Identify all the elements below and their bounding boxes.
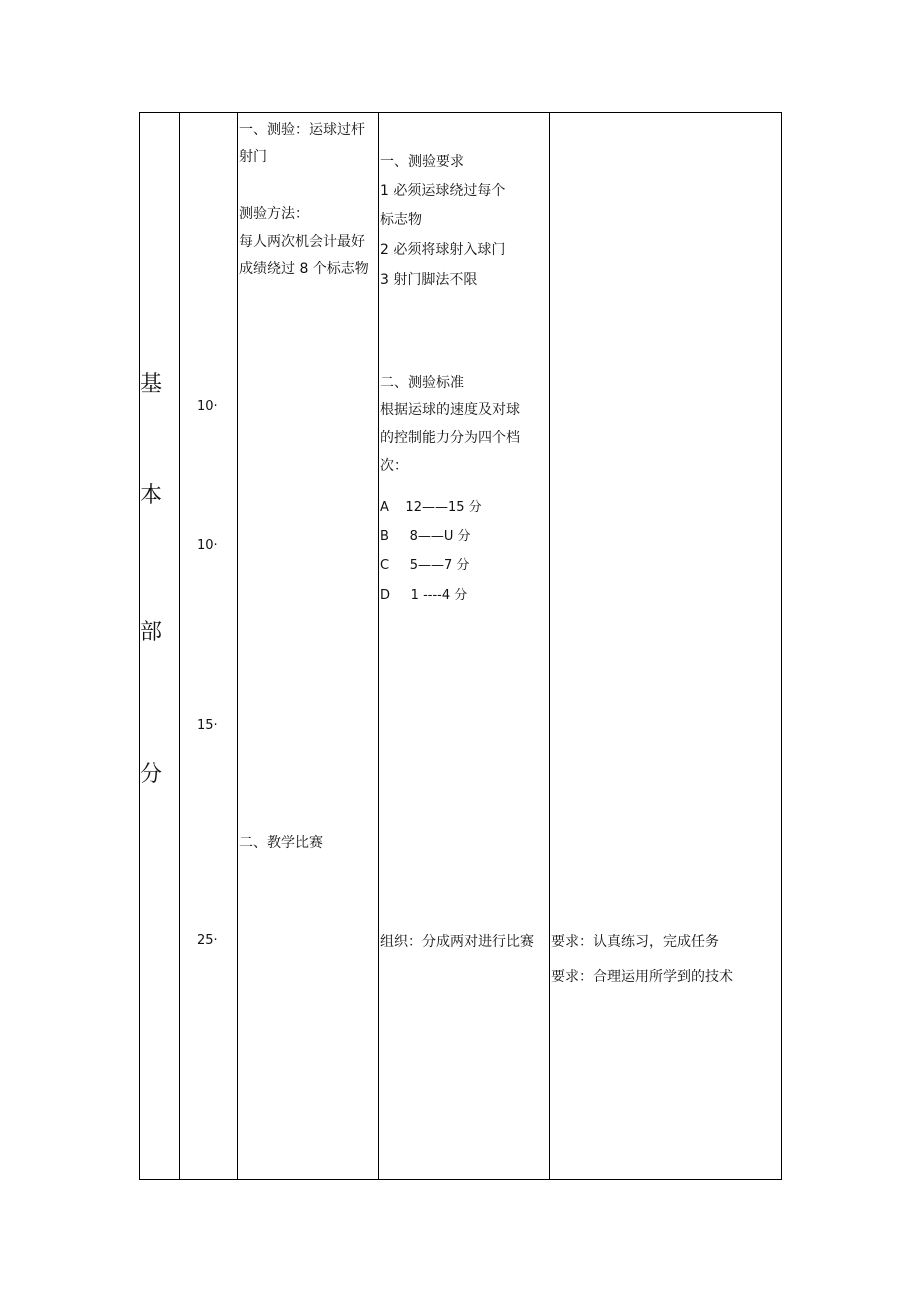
time-value: 25· — [197, 933, 218, 948]
grade-row: A 12——15 分 — [380, 500, 482, 515]
section-char: 本 — [140, 483, 163, 508]
requirement-item: 3 射门脚法不限 — [380, 272, 478, 288]
item2-title: 二、教学比赛 — [239, 835, 323, 851]
method-label: 测验方法： — [239, 206, 309, 222]
column-divider — [378, 112, 379, 1180]
requirement-text: 要求：合理运用所学到的技术 — [551, 969, 733, 985]
requirement-item: 2 必须将球射入球门 — [380, 242, 506, 258]
match-organization: 组织：分成两对进行比赛 — [380, 934, 534, 950]
standards-title: 二、测验标准 — [380, 375, 464, 391]
requirements-title: 一、测验要求 — [380, 154, 464, 170]
column-divider — [179, 112, 180, 1180]
requirement-item-cont: 标志物 — [380, 212, 422, 228]
item1-title: 一、测验：运球过杆 — [239, 122, 365, 138]
grade-row: C 5——7 分 — [380, 558, 470, 573]
standards-text: 的控制能力分为四个档 — [380, 430, 520, 446]
item1-title-cont: 射门 — [239, 149, 267, 165]
time-value: 10· — [197, 399, 218, 414]
section-char: 基 — [140, 372, 163, 397]
requirement-text: 要求：认真练习，完成任务 — [551, 934, 719, 950]
column-divider — [549, 112, 550, 1180]
grade-row: D 1 ----4 分 — [380, 588, 468, 603]
method-text-cont: 成绩绕过 8 个标志物 — [239, 261, 369, 277]
requirement-item: 1 必须运球绕过每个 — [380, 183, 506, 199]
grade-row: B 8——U 分 — [380, 529, 471, 544]
method-text: 每人两次机会计最好 — [239, 234, 365, 250]
standards-text: 根据运球的速度及对球 — [380, 402, 520, 418]
time-value: 10· — [197, 538, 218, 553]
section-char: 分 — [140, 762, 163, 787]
column-divider — [237, 112, 238, 1180]
standards-text: 次： — [380, 458, 408, 474]
section-char: 部 — [140, 620, 163, 645]
time-value: 15· — [197, 718, 218, 733]
